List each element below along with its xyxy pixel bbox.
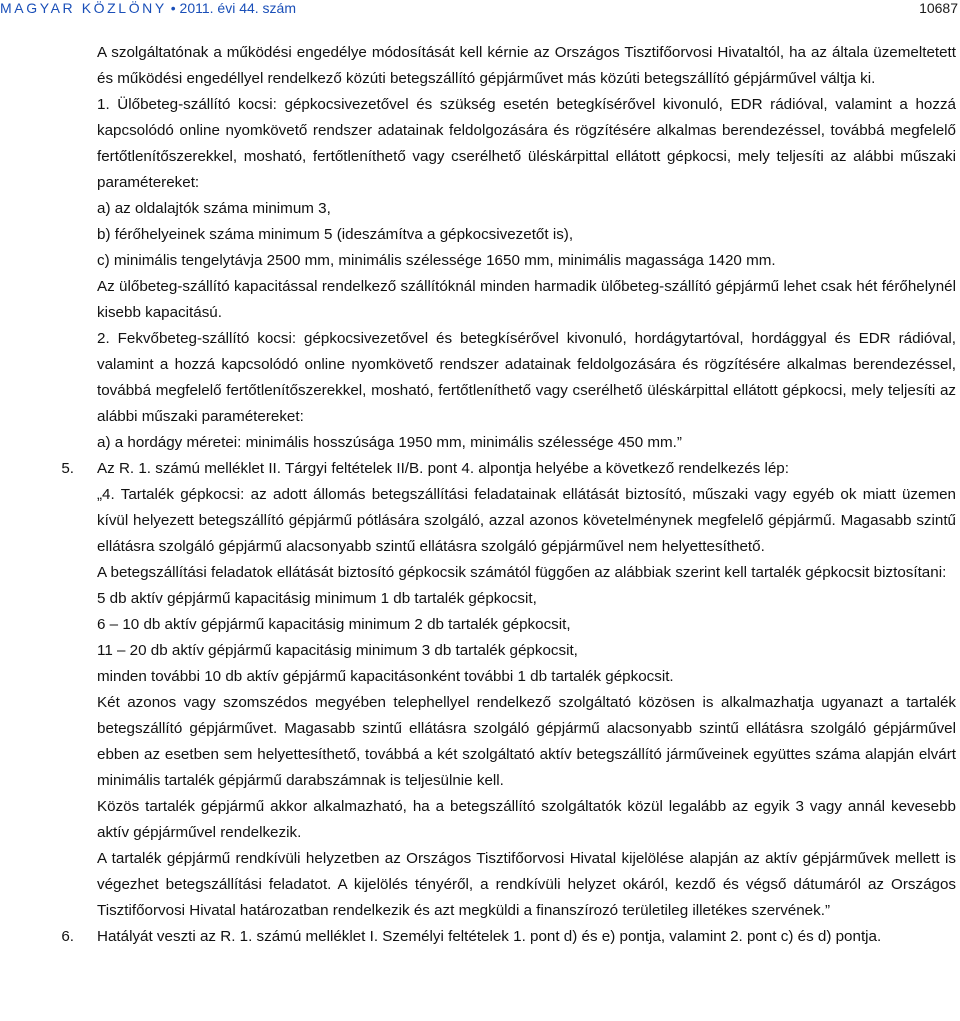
paragraph-ulobeteg-a: a) az oldalajtók száma minimum 3, xyxy=(97,200,331,217)
item-5-number: 5. xyxy=(61,460,74,477)
paragraph-ulobeteg-b: b) férőhelyeinek száma minimum 5 (ideszámítva a gépkocsivezetőt is), xyxy=(97,226,574,243)
paragraph-fekvobeteg-a: a) a hordágy méretei: minimális hosszúsága 1950 mm, minimális szélessége 450 mm.” xyxy=(97,434,682,451)
reserve-rule-2: 6 – 10 db aktív gépjármű kapacitásig minimum 2 db tartalék gépkocsit, xyxy=(97,616,571,633)
header-separator: • xyxy=(170,0,176,16)
paragraph-tartalek-b: A betegszállítási feladatok ellátását biztosító gépkocsik számától függően az alábbiak szerint kell tartalék gépkocsit biztosítani: xyxy=(97,564,947,581)
paragraph-fekvobeteg: 2. Fekvőbeteg-szállító kocsi: gépkocsivezetővel és betegkísérővel kivonuló, hordágytartóval, hordággyal és EDR rádióval, valamint a hozzá kapcsolódó online nyomkövető rendszer adatainak feldolgozására és rögzítésére alkalmas berendezéssel, továbbá megfelelő fertőtlenítőszerekkel, mosható, fertőtleníthető vagy cserélhető üléskárpittal ellátott gépkocsi, mely teljesíti az alábbi műszaki paramétereket: xyxy=(97,330,956,425)
item-6 xyxy=(0,924,960,950)
paragraph-ulobeteg-note: Az ülőbeteg-szállító kapacitással rendelkező szállítóknál minden harmadik ülőbeteg-szállító gépjármű lehet csak hét férőhelynél kisebb kapacitású. xyxy=(97,278,956,321)
paragraph-tartalek-c: Két azonos vagy szomszédos megyében telephellyel rendelkező szolgáltató közösen is alkalmazhatja ugyanazt a tartalék betegszállító gépjárművet. Magasabb szintű ellátásra szolgáló gépjármű alacsonyabb szintű ellátásra szolgáló gépjárművel ebben az esetben sem helyettesíthető, továbbá a két szolgáltató aktív betegszállító járműveinek együttes száma alapján elvárt minimális tartalék gépjármű darabszámnak is teljesülnie kell. xyxy=(97,694,956,789)
item-5-text: Az R. 1. számú melléklet II. Tárgyi feltételek II/B. pont 4. alpontja helyébe a következő rendelkezés lép: xyxy=(97,460,789,477)
publication-title: MAGYAR KÖZLÖNY xyxy=(0,0,167,16)
item-6-text: Hatályát veszti az R. 1. számú melléklet I. Személyi feltételek 1. pont d) és e) pontja, valamint 2. pont c) és d) pontja. xyxy=(97,928,882,945)
reserve-rule-1: 5 db aktív gépjármű kapacitásig minimum 1 db tartalék gépkocsit, xyxy=(97,590,537,607)
page-header xyxy=(0,0,960,16)
document-body xyxy=(0,40,960,950)
paragraph-ulobeteg: 1. Ülőbeteg-szállító kocsi: gépkocsivezetővel és szükség esetén betegkísérővel kivonuló, EDR rádióval, valamint a hozzá kapcsolódó online nyomkövető rendszer adatainak feldolgozására és rögzítésére alkalmas berendezéssel, továbbá megfelelő fertőtlenítőszerekkel, mosható, fertőtleníthető vagy cserélhető üléskárpittal ellátott gépkocsi, mely teljesíti az alábbi műszaki paramétereket: xyxy=(97,96,956,191)
intro-paragraph: A szolgáltatónak a működési engedélye módosítását kell kérnie az Országos Tisztifőorvosi Hivataltól, ha az általa üzemeltetett és működési engedéllyel rendelkező közúti betegszállító gépjárművet más közúti betegszállító gépjárművel váltja ki. xyxy=(97,44,956,87)
page-number: 10687 xyxy=(919,0,958,16)
paragraph-ulobeteg-c: c) minimális tengelytávja 2500 mm, minimális szélessége 1650 mm, minimális magassága 1420 mm. xyxy=(97,252,776,269)
header-left xyxy=(0,0,296,16)
paragraph-tartalek-e: A tartalék gépjármű rendkívüli helyzetben az Országos Tisztifőorvosi Hivatal kijelölése alapján az aktív gépjárművek mellett is végezhet betegszállítási feladatot. A kijelölés tényéről, a rendkívüli helyzet okáról, kezdő és végső dátumáról az Országos Tisztifőorvosi Hivatal határozatban rendelkezik és azt megküldi a finanszírozó területileg illetékes szervének.” xyxy=(97,850,956,919)
reserve-rule-4: minden további 10 db aktív gépjármű kapacitásonként további 1 db tartalék gépkocsit. xyxy=(97,668,674,685)
item-6-number: 6. xyxy=(61,928,74,945)
reserve-rule-3: 11 – 20 db aktív gépjármű kapacitásig minimum 3 db tartalék gépkocsit, xyxy=(97,642,578,659)
issue-label: 2011. évi 44. szám xyxy=(179,0,297,16)
paragraph-tartalek: „4. Tartalék gépkocsi: az adott állomás betegszállítási feladatainak ellátását biztosító, műszaki vagy egyéb ok miatt üzemen kívül helyezett betegszállító gépjármű pótlására szolgáló, azzal azonos követelménynek megfelelő gépjármű. Magasabb szintű ellátásra szolgáló gépjármű alacsonyabb szintű ellátásra szolgáló gépjárművel nem helyettesíthető. xyxy=(97,486,956,555)
item-5 xyxy=(0,456,960,482)
paragraph-tartalek-d: Közös tartalék gépjármű akkor alkalmazható, ha a betegszállító szolgáltatók közül legalább az egyik 3 vagy annál kevesebb aktív gépjárművel rendelkezik. xyxy=(97,798,956,841)
